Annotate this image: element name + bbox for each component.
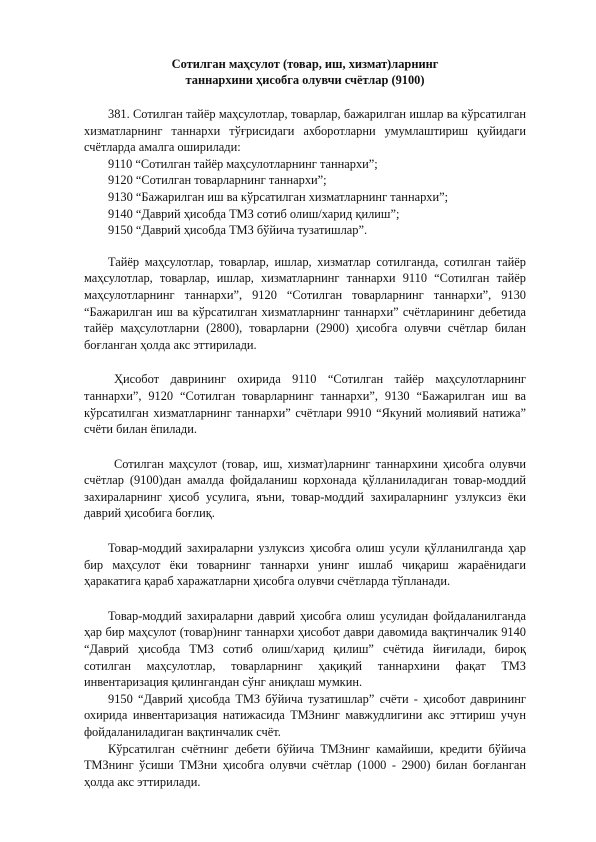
accounts-list [84, 156, 526, 239]
list-item: 9110 “Сотилган тайёр маҳсулотларнинг таннархи”; [108, 156, 378, 171]
paragraph: Тайёр маҳсулотлар, товарлар, ишлар, хизматлар сотилганда, сотилган тайёр маҳсулотлар, товарлар, ишлар, хизматларнинг таннархи 9110 “Сотилган тайёр маҳсулотларнинг таннархи”, 9120 “Сотилган товарларнинг таннархи”, 9130 “Бажарилган иш ва кўрсатилган хизматларнинг таннархи” счётларининг дебетида тайёр маҳсулотларни (2800), товарларни (2900) ҳисобга олувчи счётлар билан боғланган ҳолда акс эттирилади. [84, 254, 526, 352]
list-item: 9140 “Даврий ҳисобда ТМЗ сотиб олиш/харид қилиш”; [108, 206, 400, 221]
title-line-2: таннархини ҳисобга олувчи счётлар (9100) [185, 73, 425, 87]
paragraph: Сотилган маҳсулот (товар, иш, хизмат)ларнинг таннархини ҳисобга олувчи счётлар (9100)дан амалда фойдаланиш корхонада қўлланиладиган товар-моддий захираларнинг ҳисоб усулига, яъни, товар-моддий захираларнинг узлуксиз ёки даврий ҳисобига боғлиқ. [84, 456, 526, 521]
paragraph: Ҳисобот даврининг охирида 9110 “Сотилган тайёр маҳсулотларнинг таннархи”, 9120 “Сотилган товарларнинг таннархи”, 9130 “Бажарилган иш ва кўрсатилган хизматларнинг таннархи” счётлари 9910 “Якуний молиявий натижа” счёти билан ёпилади. [84, 372, 526, 437]
paragraph: Кўрсатилган счётнинг дебети бўйича ТМЗнинг камайиши, кредити бўйича ТМЗнинг ўсиши ТМЗни ҳисобга олувчи счётлар (1000 - 2900) билан боғланган ҳолда акс эттирилади. [84, 741, 526, 789]
paragraph: Товар-моддий захираларни узлуксиз ҳисобга олиш усули қўлланилганда ҳар бир маҳсулот ёки товарнинг таннархи унинг ишлаб чиқариш жараёнидаги ҳаракатига қараб харажатларни ҳисобга олувчи счётларда тўпланади. [84, 541, 526, 589]
title-line-1: Сотилган маҳсулот (товар, иш, хизмат)ларнинг [171, 57, 439, 71]
paragraph: Товар-моддий захираларни даврий ҳисобга олиш усулидан фойдаланилганда ҳар бир маҳсулот (товар)нинг таннархи ҳисобот даври давомида вақтинчалик 9140 “Даврий ҳисобда ТМЗ сотиб олиш/харид қилиш” счётида йиғилади, бироқ сотилган маҳсулотлар, товарларнинг ҳақиқий таннархини фақат ТМЗ инвентаризация қилингандан сўнг аниқлаш мумкин. [84, 608, 526, 690]
list-item: 9130 “Бажарилган иш ва кўрсатилган хизматларнинг таннархи”; [108, 189, 449, 204]
intro-paragraph: 381. Сотилган тайёр маҳсулотлар, товарлар, бажарилган ишлар ва кўрсатилган хизматларнинг таннархи тўғрисидаги ахборотларни умумлаштириш қуйидаги счётларда амалга оширилади: [84, 107, 526, 155]
list-item: 9120 “Сотилган товарларнинг таннархи”; [108, 173, 327, 188]
paragraph: 9150 “Даврий ҳисобда ТМЗ бўйича тузатишлар” счёти - ҳисобот даврининг охирида инвентаризация натижасида ТМЗнинг мавжудлигини акс эттириш учун фойдаланиладиган вақтинчалик счёт. [84, 691, 526, 739]
document-title [84, 56, 526, 88]
document-page [84, 56, 526, 790]
list-item: 9150 “Даврий ҳисобда ТМЗ бўйича тузатишлар”. [108, 223, 368, 238]
